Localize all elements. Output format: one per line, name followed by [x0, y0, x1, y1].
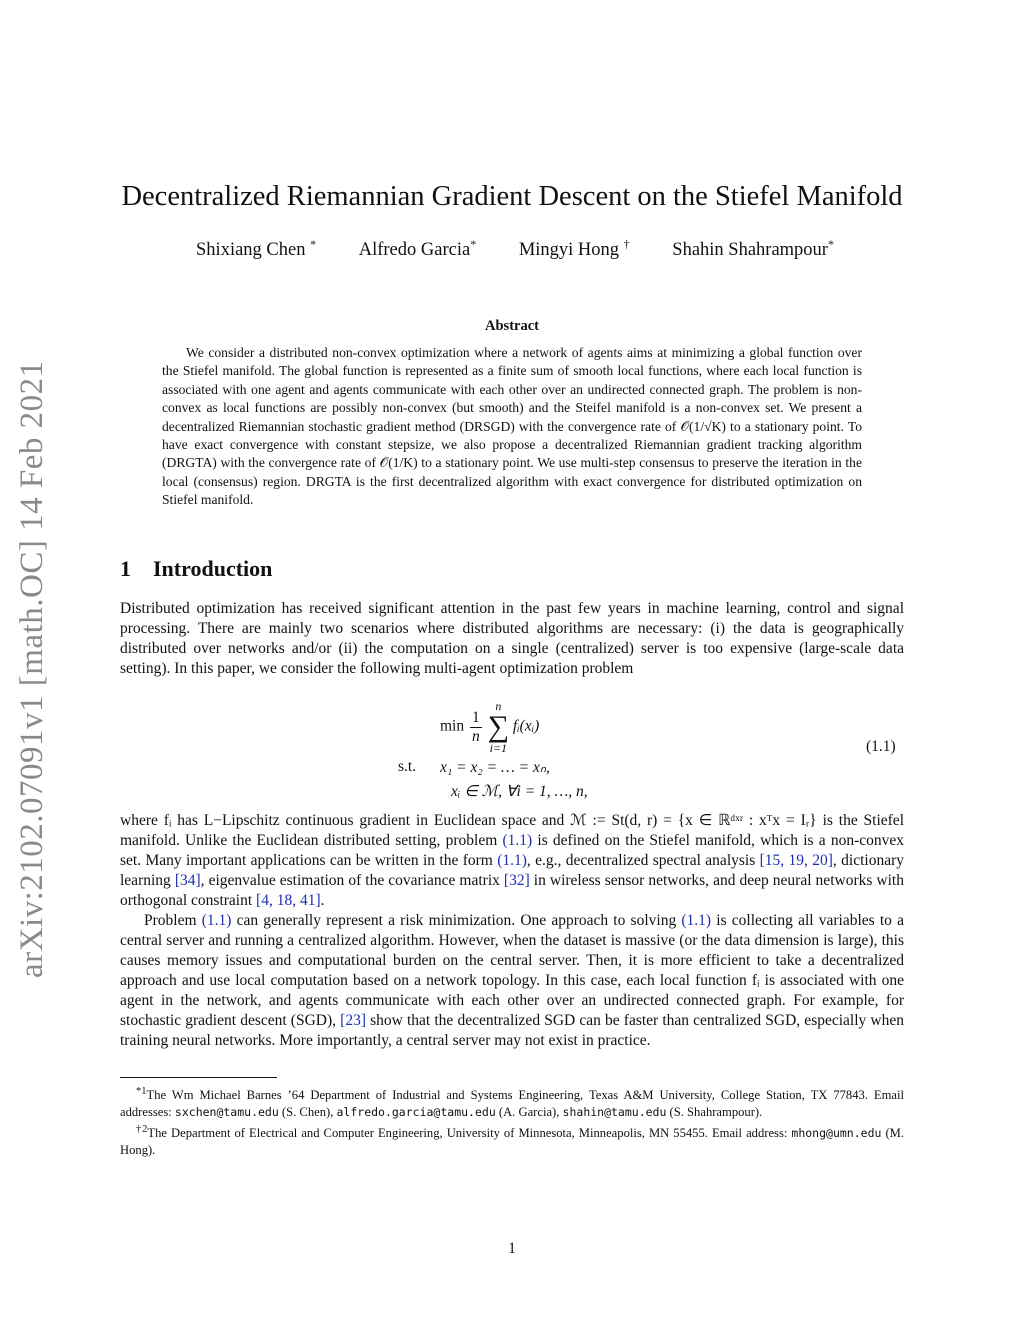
- citation-link[interactable]: [32]: [503, 872, 530, 889]
- section-number: 1: [120, 556, 131, 581]
- arxiv-stamp: arXiv:2102.07091v1 [math.OC] 14 Feb 2021: [14, 360, 50, 978]
- section-title: Introduction: [153, 556, 273, 581]
- citation-link[interactable]: [34]: [174, 872, 201, 889]
- author: Alfredo Garcia*: [358, 237, 477, 261]
- paragraph-motivation: Problem (1.1) can generally represent a risk minimization. One approach to solving (1.1) is collecting all variables to a central server and running a centralized algorithm. However, when the dataset is massive (or the data dimension is large), this causes memory issues and computational burden on the central server. Then, it is more efficient to take a decentralized approach and use local computation based on a network topology. In this case, each local function fᵢ is associated with one agent in the network, and agents communicate with each other over an undirected connected graph. For example, for stochastic gradient descent (SGD), [23] show that the decentralized SGD can be faster than centralized SGD, especially when training neural networks. More importantly, a central server may not exist in practice.: [120, 912, 904, 1049]
- page-number: 1: [508, 1240, 516, 1257]
- fraction: $\frac{1}{n}$: [472, 708, 480, 745]
- author: Mingyi Hong †: [518, 237, 630, 261]
- citation-link[interactable]: [4, 18, 41]: [256, 892, 321, 909]
- equation-label: (1.1): [866, 738, 896, 755]
- section-heading: [120, 556, 272, 582]
- equation-constraint-manifold: xᵢ ∈ ℳ, ∀i = 1, …, n,: [451, 783, 588, 800]
- footnotes: [120, 1083, 904, 1159]
- equation-st-label: s.t.: [398, 758, 417, 775]
- paragraph-intro: Distributed optimization has received significant attention in the past few years in machine learning, control and signal processing. There are mainly two scenarios where distributed algorithms are necessary: (i) the data is geographically distributed over networks and/or (ii) the computation on a single (centralized) server is too expensive (large-scale data setting). In this paper, we consider the following multi-agent optimization problem: [120, 600, 904, 677]
- author: Shixiang Chen *: [196, 237, 317, 261]
- equation-reference[interactable]: (1.1): [502, 832, 533, 849]
- abstract-heading: Abstract: [485, 318, 539, 334]
- footnote-affiliation-1: $^{*1}$The Wm Michael Barnes ’64 Department of Industrial and Systems Engineering, Texas A&M University, College Station, TX 77843. Email addresses: sxchen@tamu.edu (S. Chen), alfredo.garcia@tamu.edu (A. Garcia), shahin@tamu.edu (S. Shahrampour).: [120, 1086, 904, 1120]
- equation-reference[interactable]: (1.1): [681, 912, 712, 929]
- email-link[interactable]: alfredo.garcia@tamu.edu: [336, 1105, 496, 1120]
- equation-reference[interactable]: (1.1): [497, 852, 527, 869]
- author: Shahin Shahrampour*: [672, 237, 834, 261]
- equation-reference[interactable]: (1.1): [201, 912, 232, 929]
- email-link[interactable]: shahin@tamu.edu: [562, 1105, 667, 1120]
- abstract-text: We consider a distributed non-convex optimization where a network of agents aims at minimizing a global function over the Stiefel manifold. The global function is represented as a finite sum of smooth local functions, where each local function is associated with one agent and agents communicate with each other over an undirected connected graph. The problem is non-convex as local functions are possibly non-convex (but smooth) and the Steifel manifold is a non-convex set. We present a decentralized Riemannian stochastic gradient method (DRSGD) with the convergence rate of 𝒪(1/√K) to a stationary point. To have exact convergence with constant stepsize, we also propose a decentralized Riemannian gradient tracking algorithm (DRGTA) with the convergence rate of 𝒪(1/K) to a stationary point. We use multi-step consensus to preserve the iteration in the local (consensus) region. DRGTA is the first decentralized algorithm with exact convergence for distributed optimization on Stiefel manifold.: [162, 345, 862, 508]
- citation-link[interactable]: [23]: [340, 1012, 366, 1029]
- author-list: [120, 237, 910, 261]
- citation-link[interactable]: [15, 19, 20]: [759, 852, 833, 869]
- paper-title: Decentralized Riemannian Gradient Descent on the Stiefel Manifold: [121, 181, 903, 212]
- paragraph-problem-description: where fᵢ has L−Lipschitz continuous gradient in Euclidean space and ℳ := St(d, r) = {x ∈ ℝᵈˣʳ : xᵀx = Iᵣ} is the Stiefel manifold. Unlike the Euclidean distributed setting, problem (1.1) is defined on the Stiefel manifold, which is a non-convex set. Many important applications can be written in the form (1.1), e.g., decentralized spectral analysis [15, 19, 20], dictionary learning [34], eigenvalue estimation of the covariance matrix [32] in wireless sensor networks, and deep neural networks with orthogonal constraint [4, 18, 41].: [120, 812, 904, 909]
- email-link[interactable]: sxchen@tamu.edu: [174, 1105, 279, 1120]
- equation-constraint-consensus: x₁ = x₂ = … = xₙ,: [440, 759, 550, 776]
- equation-objective: min $\frac{1}{n}$ n ∑ i=1 fᵢ(xᵢ): [440, 699, 540, 755]
- summation-symbol: n ∑ i=1: [487, 699, 510, 755]
- footnote-affiliation-2: $^{\dagger 2}$The Department of Electrical and Computer Engineering, University of Minnesota, Minneapolis, MN 55455. Email address: mhong@umn.edu (M. Hong).: [120, 1124, 905, 1158]
- footnote-rule: [120, 1077, 277, 1078]
- email-link[interactable]: mhong@umn.edu: [791, 1126, 882, 1141]
